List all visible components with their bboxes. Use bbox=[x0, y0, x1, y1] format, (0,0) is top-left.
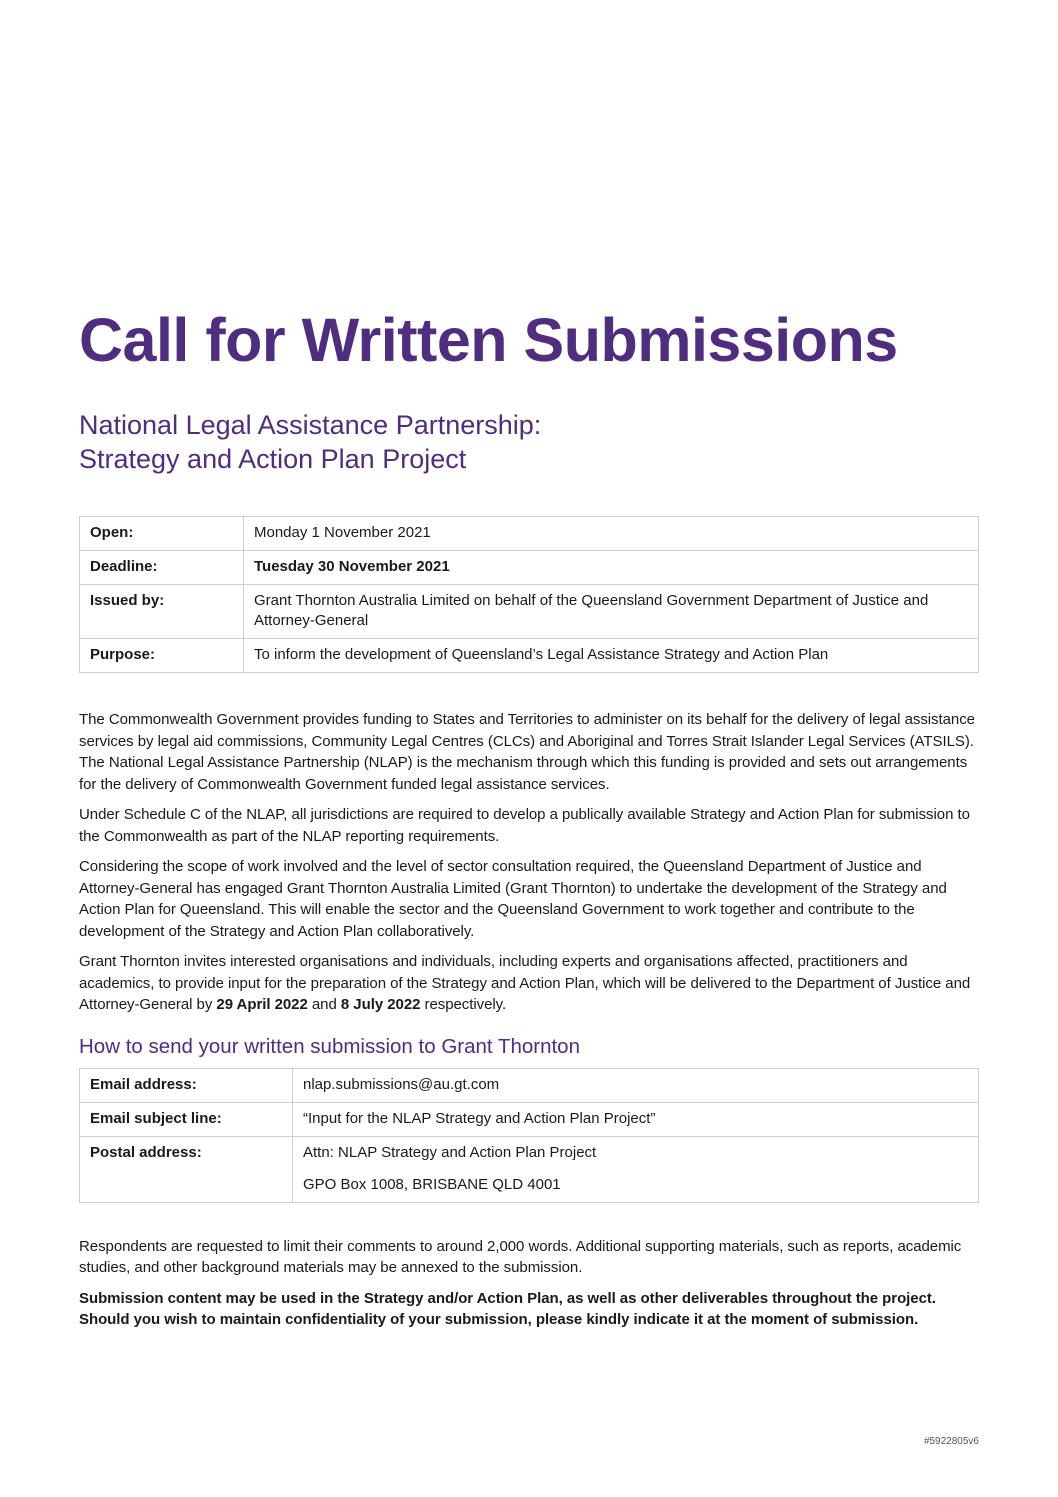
document-reference: #5922805v6 bbox=[923, 1436, 979, 1447]
submission-details-table bbox=[79, 1068, 979, 1203]
subtitle-line-2: Strategy and Action Plan Project bbox=[79, 444, 467, 474]
email-value[interactable]: nlap.submissions@au.gt.com bbox=[293, 1068, 979, 1102]
page-title: Call for Written Submissions bbox=[79, 306, 898, 374]
engagement-paragraph: Considering the scope of work involved and the level of sector consultation required, the Queensland Department of Justice and Attorney-General has engaged Grant Thornton Australia Limited (Grant Thornton) to undertake the development of the Strategy and Action Plan for Queensland. This will enable the sector and the Queensland Government to work together and contribute to the development of the Strategy and Action Plan collaboratively. bbox=[79, 858, 947, 940]
page-subtitle bbox=[79, 408, 979, 476]
table-row bbox=[80, 639, 979, 673]
open-label: Open: bbox=[80, 517, 244, 551]
open-value: Monday 1 November 2021 bbox=[244, 517, 979, 551]
issued-by-label: Issued by: bbox=[80, 585, 244, 639]
table-row bbox=[80, 1102, 979, 1136]
how-to-send-heading: How to send your written submission to Grant Thornton bbox=[79, 1034, 580, 1058]
purpose-label: Purpose: bbox=[80, 639, 244, 673]
postal-value bbox=[293, 1136, 979, 1202]
table-row bbox=[80, 1068, 979, 1102]
subtitle-line-1: National Legal Assistance Partnership: bbox=[79, 410, 542, 440]
deadline-value: Tuesday 30 November 2021 bbox=[244, 551, 979, 585]
invitation-text: Grant Thornton invites interested organisations and individuals, including experts and organisations affected, practitioners and academics, to provide input for the preparation of the Strategy and Action Plan, which will be delivered to the Department of Justice and Attorney-General by bbox=[79, 953, 971, 1013]
delivery-date-1: 29 April 2022 bbox=[216, 996, 308, 1013]
postal-line-2: GPO Box 1008, BRISBANE QLD 4001 bbox=[303, 1175, 561, 1193]
confidentiality-paragraph: Submission content may be used in the Strategy and/or Action Plan, as well as other deliverables throughout the project. Should you wish to maintain confidentiality of your submission, please kindly indicate it at the moment of submission. bbox=[79, 1289, 936, 1328]
subject-value: “Input for the NLAP Strategy and Action Plan Project” bbox=[293, 1102, 979, 1136]
details-table bbox=[79, 516, 979, 673]
document-page bbox=[79, 300, 979, 1340]
email-label: Email address: bbox=[80, 1068, 293, 1102]
purpose-value: To inform the development of Queensland’s Legal Assistance Strategy and Action Plan bbox=[244, 639, 979, 673]
intro-paragraph: The Commonwealth Government provides funding to States and Territories to administer on its behalf for the delivery of legal assistance services by legal aid commissions, Community Legal Centres (CLCs) and Aboriginal and Torres Strait Islander Legal Services (ATSILS). The National Legal Assistance Partnership (NLAP) is the mechanism through which this funding is provided and sets out arrangements for the delivery of Commonwealth Government funded legal assistance services. bbox=[79, 711, 975, 793]
issued-by-value: Grant Thornton Australia Limited on behalf of the Queensland Government Department of Justice and Attorney-General bbox=[244, 585, 979, 639]
postal-label: Postal address: bbox=[80, 1136, 293, 1202]
postal-line-1: Attn: NLAP Strategy and Action Plan Project bbox=[303, 1143, 597, 1161]
subject-label: Email subject line: bbox=[80, 1102, 293, 1136]
schedule-paragraph: Under Schedule C of the NLAP, all jurisdictions are required to develop a publically available Strategy and Action Plan for submission to the Commonwealth as part of the NLAP reporting requirements. bbox=[79, 806, 970, 845]
table-row bbox=[80, 551, 979, 585]
table-row bbox=[80, 1136, 979, 1202]
invitation-end: respectively. bbox=[420, 996, 507, 1013]
table-row bbox=[80, 585, 979, 639]
invitation-and: and bbox=[307, 996, 341, 1013]
delivery-date-2: 8 July 2022 bbox=[340, 996, 421, 1013]
table-row bbox=[80, 517, 979, 551]
deadline-label: Deadline: bbox=[80, 551, 244, 585]
invitation-paragraph bbox=[79, 951, 979, 1016]
word-limit-paragraph: Respondents are requested to limit their comments to around 2,000 words. Additional supporting materials, such as reports, academic studies, and other background materials may be annexed to the submission. bbox=[79, 1237, 962, 1276]
